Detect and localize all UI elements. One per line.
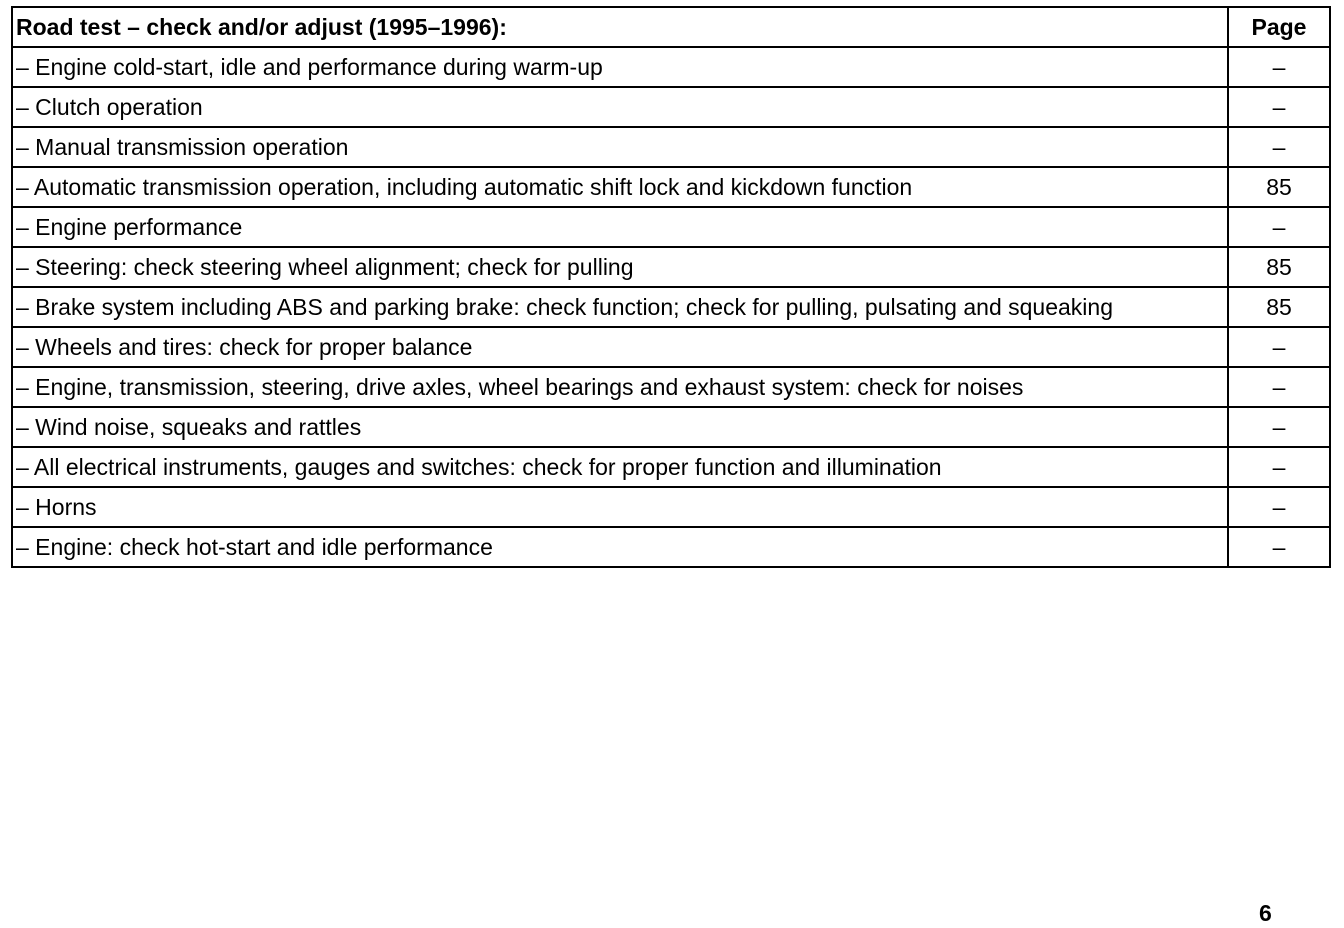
table-row (12, 287, 1330, 327)
check-item: – Engine performance (12, 207, 1228, 247)
page-reference: – (1228, 447, 1330, 487)
check-item: – All electrical instruments, gauges and switches: check for proper function and illumination (12, 447, 1228, 487)
page-column-header: Page (1228, 7, 1330, 47)
page-reference: – (1228, 87, 1330, 127)
check-item: – Engine, transmission, steering, drive axles, wheel bearings and exhaust system: check for noises (12, 367, 1228, 407)
table-row (12, 327, 1330, 367)
page-reference: – (1228, 367, 1330, 407)
check-item: – Brake system including ABS and parking brake: check function; check for pulling, pulsating and squeaking (12, 287, 1228, 327)
table-row (12, 127, 1330, 167)
table-row (12, 47, 1330, 87)
check-item: – Engine cold-start, idle and performance during warm-up (12, 47, 1228, 87)
page-reference: – (1228, 327, 1330, 367)
road-test-checklist (11, 6, 1329, 568)
page-number: 6 (1259, 900, 1272, 926)
check-item: – Steering: check steering wheel alignment; check for pulling (12, 247, 1228, 287)
page-reference: – (1228, 207, 1330, 247)
check-item: – Manual transmission operation (12, 127, 1228, 167)
table-title: Road test – check and/or adjust (1995–1996): (12, 7, 1228, 47)
table-row (12, 167, 1330, 207)
table-row (12, 247, 1330, 287)
check-item: – Wheels and tires: check for proper balance (12, 327, 1228, 367)
table-row (12, 87, 1330, 127)
table-row (12, 367, 1330, 407)
page-reference: – (1228, 47, 1330, 87)
page-reference: 85 (1228, 167, 1330, 207)
page-reference: – (1228, 527, 1330, 567)
table-row (12, 207, 1330, 247)
check-item: – Engine: check hot-start and idle performance (12, 527, 1228, 567)
checklist-table (11, 6, 1331, 568)
table-row (12, 527, 1330, 567)
page-reference: 85 (1228, 287, 1330, 327)
page-reference: – (1228, 487, 1330, 527)
page-reference: 85 (1228, 247, 1330, 287)
table-header-row (12, 7, 1330, 47)
page-reference: – (1228, 127, 1330, 167)
page-reference: – (1228, 407, 1330, 447)
table-row (12, 407, 1330, 447)
check-item: – Horns (12, 487, 1228, 527)
check-item: – Wind noise, squeaks and rattles (12, 407, 1228, 447)
table-row (12, 487, 1330, 527)
table-row (12, 447, 1330, 487)
check-item: – Clutch operation (12, 87, 1228, 127)
check-item: – Automatic transmission operation, including automatic shift lock and kickdown function (12, 167, 1228, 207)
